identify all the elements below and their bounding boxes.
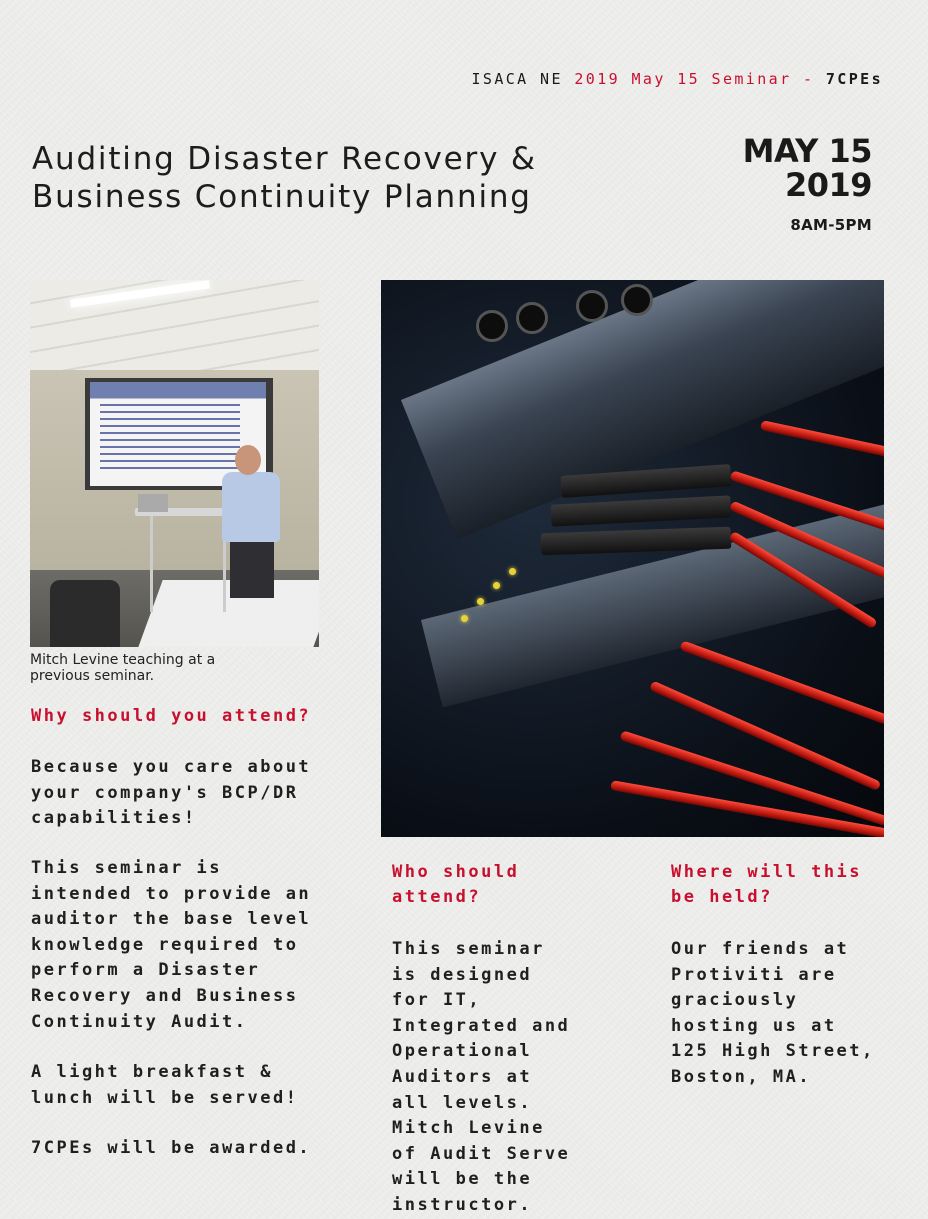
photo-presenter-legs — [230, 540, 274, 598]
header-line — [471, 70, 883, 88]
cable-plug — [551, 495, 732, 526]
status-led — [477, 598, 484, 605]
page-title: Auditing Disaster Recovery & Business Continuity Planning — [32, 141, 537, 215]
photo-podium — [150, 512, 226, 612]
header-event: 2019 May 15 Seminar — [574, 70, 792, 88]
date-block — [743, 134, 872, 234]
why-paragraph-4: 7CPEs will be awarded. — [31, 1138, 312, 1158]
switch-port — [576, 290, 608, 322]
status-led — [461, 615, 468, 622]
date-month-day: MAY 15 — [742, 132, 872, 170]
photo-laptop — [138, 494, 168, 512]
where-body: Our friends at Protiviti are graciously hosting us at 125 High Street, Boston, MA. — [671, 939, 875, 1087]
header-separator: - — [802, 70, 815, 88]
who-heading: Who should attend? — [392, 862, 520, 907]
why-paragraph-2: This seminar is intended to provide an auditor the base level knowledge required to perform a Disaster Recovery and Business Continuity Audit. — [31, 858, 312, 1032]
network-switch-image — [381, 280, 884, 837]
why-heading: Why should you attend? — [31, 706, 312, 726]
photo-presenter-body — [222, 472, 280, 542]
where-heading: Where will this be held? — [671, 862, 863, 907]
switch-port — [516, 302, 548, 334]
photo-ceiling — [30, 280, 319, 370]
switch-port — [476, 310, 508, 342]
header-org: ISACA NE — [471, 70, 563, 88]
why-paragraph-1: Because you care about your company's BCP/DR capabilities! — [31, 757, 312, 829]
photo-presenter-head — [235, 445, 261, 475]
date-year: 2019 — [784, 166, 872, 204]
status-led — [509, 568, 516, 575]
red-cable — [649, 680, 881, 791]
status-led — [493, 582, 500, 589]
who-body: This seminar is designed for IT, Integrated and Operational Auditors at all levels. Mitch Levine of Audit Serve will be the instructor. — [392, 939, 571, 1215]
why-paragraph-3: A light breakfast & lunch will be served! — [31, 1062, 299, 1108]
seminar-photo — [30, 280, 319, 647]
red-cable — [760, 420, 884, 461]
photo-caption: Mitch Levine teaching at a previous seminar. — [30, 652, 216, 684]
switch-port — [621, 284, 653, 316]
photo-slide-lines — [100, 404, 240, 474]
date-time: 8AM-5PM — [790, 216, 872, 234]
header-cpes: 7CPEs — [825, 70, 883, 88]
photo-chair — [50, 580, 120, 647]
